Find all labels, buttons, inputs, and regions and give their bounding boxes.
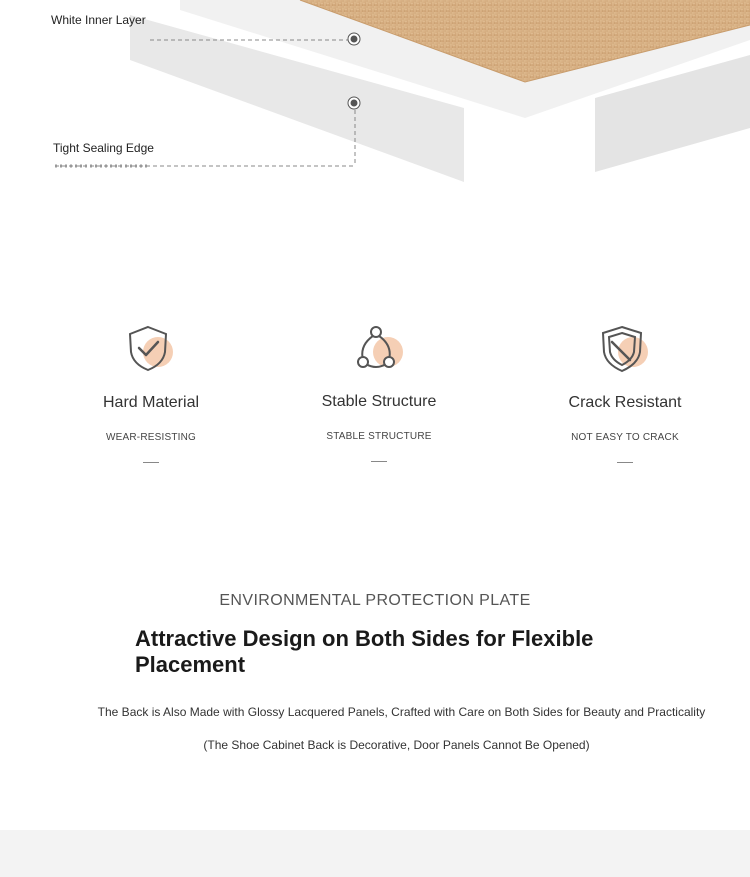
callout-tight-sealing-edge: Tight Sealing Edge — [53, 141, 154, 155]
bottom-section-band — [0, 830, 750, 877]
triangle-structure-icon — [349, 322, 409, 378]
feature-hard-material — [61, 322, 241, 463]
feature-title: Crack Resistant — [568, 394, 682, 411]
feature-stable-structure — [289, 322, 469, 462]
feature-subtitle: STABLE STRUCTURE — [326, 431, 432, 442]
shield-check-icon — [121, 322, 181, 378]
shield-stripe-icon — [595, 322, 655, 378]
section-eyebrow: ENVIRONMENTAL PROTECTION PLATE — [219, 592, 531, 609]
board-cross-section-illustration — [0, 0, 750, 200]
feature-title: Stable Structure — [321, 393, 437, 410]
headline-line-1: Attractive Design on Both Sides for Flexible — [135, 626, 594, 651]
feature-crack-resistant — [535, 322, 715, 463]
feature-title: Hard Material — [102, 394, 200, 411]
section-note-text: (The Shoe Cabinet Back is Decorative, Door Panels Cannot Be Opened) — [203, 738, 590, 752]
divider-dash — [617, 462, 633, 463]
section-headline — [135, 626, 655, 678]
callout-white-inner-layer: White Inner Layer — [51, 13, 146, 27]
section-body-text: The Back is Also Made with Glossy Lacquered Panels, Crafted with Care on Both Sides for Beauty and Practicality — [97, 705, 706, 719]
feature-subtitle: WEAR-RESISTING — [105, 432, 197, 443]
feature-subtitle: NOT EASY TO CRACK — [571, 432, 679, 443]
divider-dash — [143, 462, 159, 463]
headline-line-2: Placement — [135, 652, 246, 677]
divider-dash — [371, 461, 387, 462]
